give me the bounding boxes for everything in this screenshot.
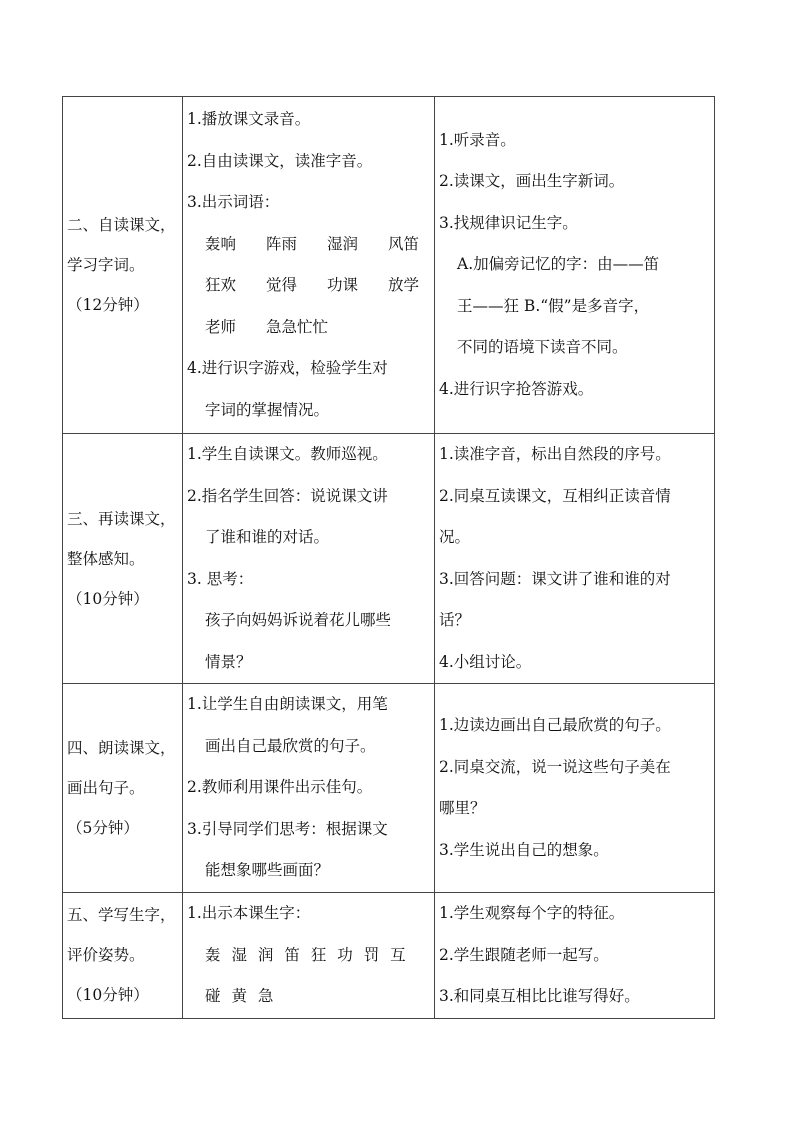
student-step: 1.读准字音，标出自然段的序号。 xyxy=(439,445,671,463)
student-step: 1.听录音。 xyxy=(439,130,516,149)
teacher-activity-cell xyxy=(183,97,435,434)
teacher-step: 1.学生自读课文。教师巡视。 xyxy=(187,445,388,463)
student-step: 2.同桌交流，说一说这些句子美在 xyxy=(439,757,671,776)
vocab-word: 阵雨 xyxy=(266,234,298,253)
teacher-step: 3.引导同学们思考：根据课文 xyxy=(187,819,388,838)
vocab-word: 老师 xyxy=(205,317,237,336)
new-character: 急 xyxy=(257,987,274,1005)
teacher-activity-cell xyxy=(183,684,435,893)
teacher-activity-cell xyxy=(183,893,435,1019)
student-step: 3.和同桌互相比比谁写得好。 xyxy=(439,987,640,1005)
student-step: 3.学生说出自己的想象。 xyxy=(439,840,609,859)
student-step-cont: 话？ xyxy=(439,611,471,629)
stage-duration: （12分钟） xyxy=(67,296,149,314)
vocab-word: 急急忙忙 xyxy=(266,317,329,336)
student-step: 2.同桌互读课文，互相纠正读音情 xyxy=(439,486,671,505)
vocab-word: 放学 xyxy=(388,276,420,294)
stage-cell xyxy=(63,434,183,684)
stage-duration: （5分钟） xyxy=(67,819,139,837)
teacher-step-cont: 字词的掌握情况。 xyxy=(205,400,330,419)
stage-cell xyxy=(63,893,183,1019)
student-step-cont: A.加偏旁记忆的字：由——笛 xyxy=(457,255,660,274)
teacher-step-cont: 了谁和谁的对话。 xyxy=(205,528,330,546)
student-step: 4.小组讨论。 xyxy=(439,652,532,671)
student-activity-cell xyxy=(435,434,715,684)
teacher-step: 2.自由读课文，读准字音。 xyxy=(187,151,373,170)
new-character: 笛 xyxy=(284,945,300,964)
lesson-plan-table xyxy=(62,96,715,1019)
student-step: 3.回答问题：课文讲了谁和谁的对 xyxy=(439,569,671,588)
new-character: 轰 xyxy=(205,945,221,964)
stage-title: 三、再读课文， xyxy=(67,509,176,528)
vocab-word: 湿润 xyxy=(327,234,359,253)
vocab-word: 狂欢 xyxy=(205,276,237,294)
stage-title: 四、朗读课文， xyxy=(67,739,176,757)
student-step: 2.学生跟随老师一起写。 xyxy=(439,945,609,964)
teacher-step: 2.指名学生回答：说说课文讲 xyxy=(187,486,388,505)
vocab-row xyxy=(187,307,434,349)
teacher-step: 4.进行识字游戏，检验学生对 xyxy=(187,359,388,377)
new-character: 互 xyxy=(390,945,406,964)
student-step: 2.读课文，画出生字新词。 xyxy=(439,172,625,191)
new-character: 功 xyxy=(337,945,353,964)
new-character: 罚 xyxy=(363,945,380,964)
student-step: 4.进行识字抢答游戏。 xyxy=(439,379,594,398)
vocab-word: 风笛 xyxy=(388,234,420,253)
teacher-step: 1.出示本课生字： xyxy=(187,904,311,922)
student-step-cont: 不同的语境下读音不同。 xyxy=(457,338,628,357)
teacher-step: 1.让学生自由朗读课文，用笔 xyxy=(187,695,388,714)
stage-title: 二、自读课文， xyxy=(67,216,176,234)
stage-subtitle: 学习字词。 xyxy=(67,256,145,274)
stage-subtitle: 画出句子。 xyxy=(67,779,145,797)
student-step-cont: 况。 xyxy=(439,528,471,546)
table-row xyxy=(63,97,715,434)
table-row xyxy=(63,684,715,893)
stage-title: 五、学写生字， xyxy=(67,906,176,925)
teacher-activity-cell xyxy=(183,434,435,684)
student-step: 1.学生观察每个字的特征。 xyxy=(439,904,625,922)
teacher-step: 2.教师利用课件出示佳句。 xyxy=(187,778,373,797)
student-step: 3.找规律识记生字。 xyxy=(439,213,578,232)
student-activity-cell xyxy=(435,893,715,1019)
student-step-cont: 哪里？ xyxy=(439,799,486,817)
new-character: 黄 xyxy=(231,987,247,1005)
teacher-step: 3. 思考： xyxy=(187,569,254,588)
new-characters-row xyxy=(187,935,434,977)
new-characters-row xyxy=(187,976,434,1018)
stage-duration: （10分钟） xyxy=(67,589,149,608)
stage-subtitle: 评价姿势。 xyxy=(67,946,145,965)
student-step-cont: 王——狂 B.“假”是多音字， xyxy=(457,296,650,315)
vocab-word: 功课 xyxy=(327,276,359,294)
student-activity-cell xyxy=(435,684,715,893)
teacher-step: 3.出示词语： xyxy=(187,193,280,211)
teacher-step-cont: 孩子向妈妈诉说着花儿哪些 xyxy=(205,611,392,629)
new-character: 湿 xyxy=(231,945,247,964)
table-row xyxy=(63,893,715,1019)
teacher-step: 1.播放课文录音。 xyxy=(187,110,311,128)
stage-cell xyxy=(63,97,183,434)
teacher-step-cont: 能想象哪些画面？ xyxy=(205,861,330,880)
student-activity-cell xyxy=(435,97,715,434)
vocab-row xyxy=(187,224,434,266)
stage-subtitle: 整体感知。 xyxy=(67,549,145,568)
vocab-word: 轰响 xyxy=(205,234,237,253)
teacher-step-cont: 情景？ xyxy=(205,652,252,671)
vocab-row xyxy=(187,265,434,307)
stage-duration: （10分钟） xyxy=(67,986,149,1005)
teacher-step-cont: 画出自己最欣赏的句子。 xyxy=(205,736,376,755)
stage-cell xyxy=(63,684,183,893)
new-character: 狂 xyxy=(310,945,327,964)
student-step: 1.边读边画出自己最欣赏的句子。 xyxy=(439,716,671,734)
table-row xyxy=(63,434,715,684)
vocab-word: 觉得 xyxy=(266,276,298,294)
new-character: 碰 xyxy=(205,987,221,1005)
new-character: 润 xyxy=(257,945,274,964)
